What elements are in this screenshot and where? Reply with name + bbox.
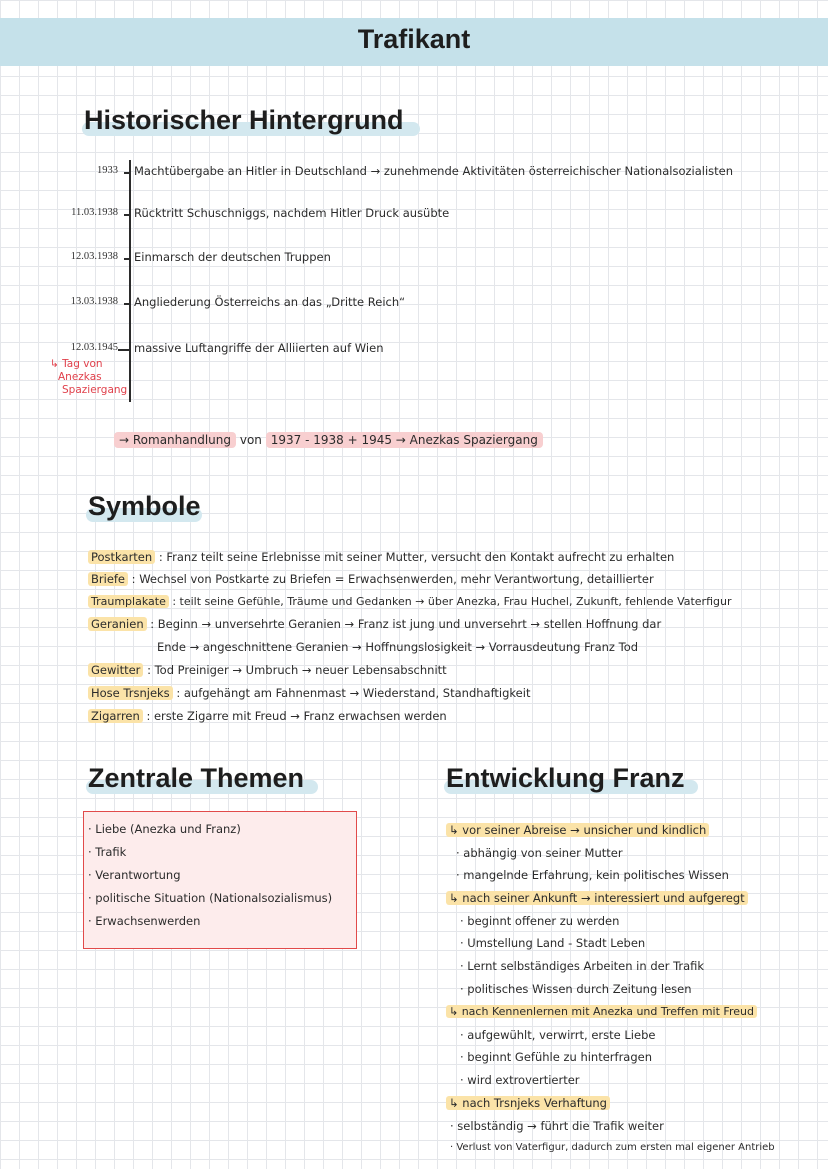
novel-plot-label: → Romanhandlung <box>114 432 236 448</box>
novel-plot-connector: von <box>239 433 262 447</box>
development-item: · wird extrovertierter <box>460 1073 580 1087</box>
symbol-term: Geranien <box>88 617 147 631</box>
timeline-date: 11.03.1938 <box>71 207 118 218</box>
timeline-date: 1933 <box>97 165 118 176</box>
development-item: ↳ nach Trsnjeks Verhaftung <box>446 1096 610 1110</box>
development-heading: Entwicklung Franz <box>446 763 685 793</box>
symbol-item <box>88 663 447 677</box>
theme-item: · Verantwortung <box>88 868 181 882</box>
symbol-term: Hose Trsnjeks <box>88 686 173 700</box>
symbol-item <box>88 686 530 700</box>
timeline-tick <box>124 258 130 260</box>
timeline-event: Angliederung Österreichs an das „Dritte Reich“ <box>134 295 406 309</box>
symbol-text: : aufgehängt am Fahnenmast → Wiederstand, Standhaftigkeit <box>176 686 531 700</box>
symbol-text: : Tod Preiniger → Umbruch → neuer Lebensabschnitt <box>147 663 447 677</box>
development-item: ↳ nach seiner Ankunft → interessiert und aufgeregt <box>446 891 748 905</box>
symbol-item <box>157 640 638 654</box>
symbol-item <box>88 595 732 608</box>
symbol-item <box>88 550 674 564</box>
symbol-term: Traumplakate <box>88 595 169 608</box>
development-item: · beginnt offener zu werden <box>460 914 620 928</box>
history-heading: Historischer Hintergrund <box>84 105 404 135</box>
symbol-text: Ende → angeschnittene Geranien → Hoffnungslosigkeit → Vorrausdeutung Franz Tod <box>157 640 639 654</box>
symbol-item <box>88 709 447 723</box>
symbol-text: : Franz teilt seine Erlebnisse mit seiner Mutter, versucht den Kontakt aufrecht zu erhalten <box>158 550 675 564</box>
development-item: · mangelnde Erfahrung, kein politisches Wissen <box>456 868 729 882</box>
development-item: · beginnt Gefühle zu hinterfragen <box>460 1050 653 1064</box>
timeline-date: 12.03.1945 <box>70 342 118 353</box>
symbols-heading: Symbole <box>88 491 201 521</box>
development-item: ↳ nach Kennenlernen mit Anezka und Treffen mit Freud <box>446 1005 757 1018</box>
symbol-item <box>88 572 654 586</box>
symbol-text: : Beginn → unversehrte Geranien → Franz ist jung und unversehrt → stellen Hoffnung dar <box>150 617 662 631</box>
development-item: · Umstellung Land - Stadt Leben <box>460 936 646 950</box>
symbol-term: Gewitter <box>88 663 143 677</box>
development-item: · selbständig → führt die Trafik weiter <box>450 1119 664 1133</box>
timeline-axis <box>129 160 131 402</box>
timeline-event: Einmarsch der deutschen Truppen <box>134 250 331 264</box>
symbol-text: : teilt seine Gefühle, Träume und Gedanken → über Anezka, Frau Huchel, Zukunft, fehlende Vaterfigur <box>172 595 732 608</box>
development-item: · politisches Wissen durch Zeitung lesen <box>460 982 692 996</box>
development-item: · abhängig von seiner Mutter <box>456 846 623 860</box>
symbol-term: Briefe <box>88 572 128 586</box>
development-item: · Verlust von Vaterfigur, dadurch zum ersten mal eigener Antrieb <box>450 1142 775 1153</box>
timeline-date: 13.03.1938 <box>70 296 118 307</box>
novel-plot-period: 1937 - 1938 + 1945 → Anezkas Spaziergang <box>266 432 543 448</box>
timeline-tick <box>118 349 130 351</box>
timeline-tick <box>124 172 130 174</box>
theme-item: · politische Situation (Nationalsozialismus) <box>88 891 333 905</box>
symbol-item <box>88 617 661 631</box>
timeline-tick <box>124 214 130 216</box>
novel-plot <box>114 433 543 447</box>
development-item: ↳ vor seiner Abreise → unsicher und kindlich <box>446 823 709 837</box>
timeline-date: 12.03.1938 <box>70 251 118 262</box>
timeline-note: Anezkas <box>58 371 102 383</box>
development-item: · Lernt selbständiges Arbeiten in der Trafik <box>460 959 705 973</box>
timeline-note: Spaziergang <box>62 384 128 396</box>
theme-item: · Erwachsenwerden <box>88 914 201 928</box>
theme-item: · Liebe (Anezka und Franz) <box>88 822 241 836</box>
themes-heading: Zentrale Themen <box>88 763 305 793</box>
timeline-note: ↳ Tag von <box>50 358 103 370</box>
symbol-term: Zigarren <box>88 709 143 723</box>
symbol-text: : erste Zigarre mit Freud → Franz erwachsen werden <box>146 709 447 723</box>
timeline-tick <box>124 303 130 305</box>
theme-item: · Trafik <box>88 845 127 859</box>
timeline-event: massive Luftangriffe der Alliierten auf Wien <box>134 341 384 355</box>
page-title: Trafikant <box>357 24 471 54</box>
timeline-event: Machtübergabe an Hitler in Deutschland → zunehmende Aktivitäten österreichischer Nationalsozialisten <box>134 164 734 178</box>
symbol-text: : Wechsel von Postkarte zu Briefen = Erwachsenwerden, mehr Verantwortung, detaillierter <box>131 572 654 586</box>
symbol-term: Postkarten <box>88 550 155 564</box>
timeline-event: Rücktritt Schuschniggs, nachdem Hitler Druck ausübte <box>134 206 450 220</box>
development-item: · aufgewühlt, verwirrt, erste Liebe <box>460 1028 656 1042</box>
